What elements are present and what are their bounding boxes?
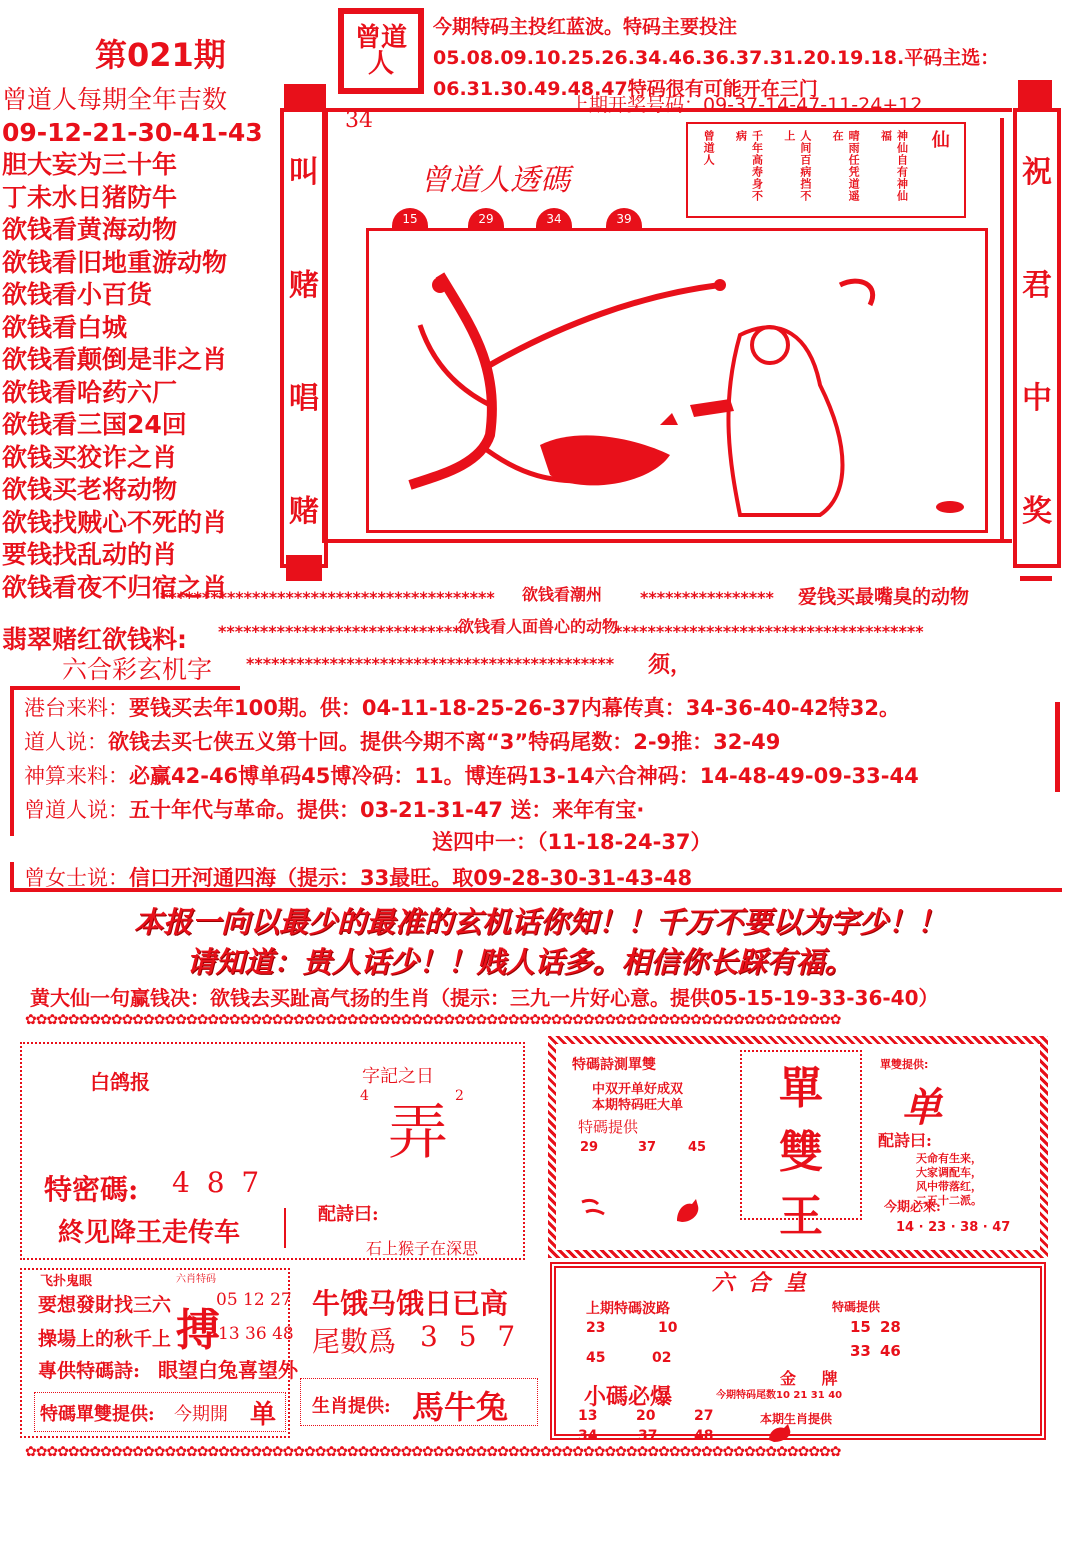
slogan-line-1: 本报一向以最少的最准的玄机话你知！！千万不要以为字少！！ xyxy=(133,905,946,939)
small-num: 37 xyxy=(638,1428,658,1444)
divider xyxy=(322,108,326,543)
poem-col: 人间百病挡不上 xyxy=(782,130,812,202)
secret-code-nums: 4 8 7 xyxy=(172,1166,264,1199)
poem-col: 曾道人 xyxy=(702,130,716,166)
feicui-label: 翡翠赌红欲钱料: xyxy=(2,625,187,654)
scroll-char: 祝 xyxy=(1022,154,1052,190)
number: 37 xyxy=(638,1140,657,1155)
secret-code-poem: 終见降王走传车 xyxy=(58,1218,241,1248)
bo-char: 搏 xyxy=(176,1305,220,1356)
tree-rooster-sage-illustration xyxy=(380,245,980,525)
poem-line: 本期特码旺大单 xyxy=(592,1098,684,1113)
rooster-icon xyxy=(672,1196,702,1226)
word-char: 弄 xyxy=(388,1098,448,1168)
tail-nums: 3 5 7 xyxy=(420,1320,522,1353)
wave-num: 10 xyxy=(658,1320,678,1336)
number-ball: 15 xyxy=(392,208,428,228)
last-wave-label: 上期特碼波路 xyxy=(586,1301,670,1317)
stars-divider: ***************************** xyxy=(218,622,461,641)
gold-label: 金 牌 xyxy=(780,1369,848,1388)
scroll-char: 唱 xyxy=(289,380,319,416)
info-row: 神算来料：必赢42-46博单码45博冷码：11。博连码13-14六合神码：14-48-49-09-33-44 xyxy=(24,764,919,788)
poem-line: 操場上的秋千上 xyxy=(38,1328,172,1350)
today-nums: 14 · 23 · 38 · 47 xyxy=(896,1220,1011,1235)
number: 29 xyxy=(580,1140,599,1155)
info-box xyxy=(10,686,1062,892)
left-line: 欲钱买老将动物 xyxy=(2,475,178,504)
scroll-char: 赌 xyxy=(289,493,319,529)
info-row: 送四中一：（11-18-24-37） xyxy=(432,830,712,854)
big-char: 單 xyxy=(779,1063,823,1114)
special-num: 46 xyxy=(880,1342,901,1360)
poem-line: 中双开单好成双 xyxy=(592,1082,684,1097)
special-poem-label: 專供特碼詩: xyxy=(38,1360,141,1382)
peishi-text: 石上猴子在深思 xyxy=(366,1239,479,1258)
scroll-cap xyxy=(284,84,326,110)
poem-line: 要想發財找三六 xyxy=(38,1294,172,1316)
riddle-hint: 欲钱看潮州 xyxy=(522,585,603,604)
special-num: 15 xyxy=(850,1318,871,1336)
wave-num: 45 xyxy=(586,1350,606,1366)
poem-line: 大家调配车， xyxy=(916,1166,982,1179)
stars-divider: ************************************* xyxy=(614,622,924,641)
stars-divider: **************************************** xyxy=(160,588,495,607)
poem-col: 神仙自有神仙福 xyxy=(879,130,909,202)
left-line: 09-12-21-30-41-43 xyxy=(2,117,263,147)
info-row: 曾女士说：信口开河通四海（提示：33最旺。取09-28-30-31-43-48 xyxy=(24,866,693,890)
divider xyxy=(10,686,240,690)
panel-heading: 飞扑鬼眼 xyxy=(40,1274,93,1289)
big-title-box xyxy=(740,1050,862,1242)
info-row: 道人说：欲钱去买七侠五义第十回。提供今期不离“3”特码尾数：2-9推：32-49 xyxy=(24,730,781,754)
divider xyxy=(10,686,14,836)
panel-heading: 六合皇 xyxy=(712,1271,821,1296)
small-num: 34 xyxy=(578,1428,598,1444)
divider xyxy=(1055,702,1060,792)
divider xyxy=(1020,576,1052,581)
scroll-char: 君 xyxy=(1022,267,1052,303)
dan-pre: 今期開 xyxy=(174,1404,228,1425)
small-label: 小碼必爆 xyxy=(584,1384,673,1410)
wong-tai-sin-tip: 黄大仙一句赢钱决：欲钱去买趾高气扬的生肖（提示：三九一片好心意。提供05-15-19-33-36-40） xyxy=(30,986,939,1010)
stars-divider: **************** xyxy=(640,588,774,607)
scroll-cap xyxy=(286,555,322,581)
big-char: 雙 xyxy=(779,1127,823,1178)
right-label: 單雙提供: xyxy=(880,1058,929,1071)
small-num: 27 xyxy=(694,1408,714,1424)
small-num: 13 xyxy=(578,1408,598,1424)
slogan-line-2: 请知道：贵人话少！！贱人话多。相信你长踩有福。 xyxy=(186,945,854,979)
scroll-right xyxy=(1013,108,1061,568)
left-line: 要钱找乱动的肖 xyxy=(2,540,178,569)
peishi-label: 配詩曰: xyxy=(878,1131,932,1150)
riddle-hint: 欲钱看人面兽心的动物 xyxy=(458,617,619,636)
poem-col: 千年高寿身不病 xyxy=(734,130,764,202)
zodiac-label: 生肖提供: xyxy=(312,1396,391,1417)
special-label: 特碼提供 xyxy=(832,1300,881,1314)
last-draw: 上期开奖号码：09-37-14-47-11-24+12 xyxy=(570,94,923,116)
scroll-char: 赌 xyxy=(289,267,319,303)
provide-label: 特碼提供 xyxy=(578,1118,639,1136)
secret-code-label: 特密碼: xyxy=(44,1173,139,1206)
stars-divider: ******************************************** xyxy=(246,654,615,673)
dan-label: 特碼單雙提供: xyxy=(40,1404,155,1425)
top-note: 今期特码主投红蓝波。特码主要投注05.08.09.10.25.26.34.46.36.37.31.20.19.18.平码主选：06.31.30.49.48.47特码很有可能开在三门 xyxy=(433,16,1000,100)
info-row: 港台来料：要钱买去年100期。供：04-11-18-25-26-37内幕传真：34-36-40-42特32。 xyxy=(24,696,901,720)
number: 45 xyxy=(688,1140,707,1155)
special-num: 28 xyxy=(880,1318,901,1336)
panel-heading: 特碼詩測單雙 xyxy=(572,1057,656,1073)
bo-nums-row1: 05 12 27 xyxy=(216,1290,292,1310)
today-label: 今期必來: xyxy=(884,1200,941,1215)
word-right-num: 2 xyxy=(455,1088,464,1104)
wave-num: 02 xyxy=(652,1350,672,1366)
left-line: 丁未水日猪防牛 xyxy=(2,182,178,212)
small-num: 20 xyxy=(636,1408,656,1424)
scroll-cap xyxy=(1018,80,1052,110)
star-border: ✿✿✿✿✿✿✿✿✿✿✿✿✿✿✿✿✿✿✿✿✿✿✿✿✿✿✿✿✿✿✿✿✿✿✿✿✿✿✿✿✿✿✿✿✿✿✿✿✿✿✿✿✿✿✿✿✿✿✿✿✿✿✿✿✿✿✿✿✿✿✿✿✿✿✿✿ xyxy=(25,1012,841,1028)
wave-num: 23 xyxy=(586,1320,606,1336)
right-char: 单 xyxy=(902,1085,942,1131)
word-title: 字記之日 xyxy=(362,1066,434,1087)
scroll-left xyxy=(280,108,328,568)
left-line: 欲钱看黄海动物 xyxy=(2,215,178,244)
number-ball: 29 xyxy=(468,208,504,228)
left-line: 欲钱看颠倒是非之肖 xyxy=(2,345,228,374)
left-line: 欲钱看旧地重游动物 xyxy=(2,247,228,277)
left-column xyxy=(2,84,277,604)
left-line: 胆大妄为三十年 xyxy=(2,150,178,179)
number-ball: 39 xyxy=(606,208,642,228)
left-line: 欲钱看三国24回 xyxy=(2,410,187,439)
scroll-char: 奖 xyxy=(1022,493,1052,529)
bo-label: 六肖特码 xyxy=(176,1274,216,1285)
divider xyxy=(10,862,14,890)
left-line: 欲钱看哈药六厂 xyxy=(2,377,178,407)
riddle-hint: 爱钱买最嘴臭的动物 xyxy=(798,586,970,608)
bo-nums-row2: 13 36 48 xyxy=(218,1324,294,1344)
peishi-label: 配詩曰: xyxy=(318,1204,379,1225)
rooster-icon xyxy=(766,1424,794,1442)
number-34: 34 xyxy=(345,108,373,133)
scroll-char: 叫 xyxy=(289,154,319,190)
poem-line: 二五十二派。 xyxy=(916,1194,982,1207)
left-line: 曾道人每期全年吉数 xyxy=(2,85,228,114)
dan-value: 单 xyxy=(250,1400,277,1430)
scroll-char: 中 xyxy=(1022,380,1052,416)
panel-heading: 白鸽报 xyxy=(90,1070,150,1094)
left-line: 欲钱看白城 xyxy=(2,312,128,342)
special-num: 33 xyxy=(850,1342,871,1360)
divider xyxy=(284,1208,286,1248)
poem-box xyxy=(686,122,966,218)
zodiac-label: 本期生肖提供 xyxy=(760,1412,833,1426)
poem-col: 仙 xyxy=(928,130,950,149)
zodiac-value: 馬牛兔 xyxy=(412,1388,509,1426)
liuhe-end: 须， xyxy=(648,653,693,678)
small-num: 48 xyxy=(694,1428,714,1444)
small-note: 今期特码尾数10 21 31 40 xyxy=(716,1390,843,1401)
left-line: 欲钱看夜不归宿之肖 xyxy=(2,572,228,602)
word-left-num: 4 xyxy=(360,1088,369,1104)
liuhe-label: 六合彩玄机字 xyxy=(62,655,213,684)
left-line: 欲钱买狡诈之肖 xyxy=(2,442,178,472)
poem-line: 天命有生来， xyxy=(916,1152,982,1165)
tou-ma-title: 曾道人透碼 xyxy=(420,163,570,198)
big-char: 王 xyxy=(779,1191,823,1242)
tail-label: 尾數爲 xyxy=(312,1325,397,1358)
poem-line: 风中带落红， xyxy=(916,1180,982,1193)
seal-logo: 曾道人 xyxy=(338,8,424,94)
divider xyxy=(1000,118,1004,543)
decor-glyph-icon xyxy=(580,1196,610,1220)
info-row: 曾道人说：五十年代与革命。提供：03-21-31-47 送：来年有宝· xyxy=(24,798,645,822)
issue-number: 第021期 xyxy=(95,36,226,74)
proverb: 牛饿马饿日已高 xyxy=(312,1287,509,1320)
star-border: ✿✿✿✿✿✿✿✿✿✿✿✿✿✿✿✿✿✿✿✿✿✿✿✿✿✿✿✿✿✿✿✿✿✿✿✿✿✿✿✿✿✿✿✿✿✿✿✿✿✿✿✿✿✿✿✿✿✿✿✿✿✿✿✿✿✿✿✿✿✿✿✿✿✿✿✿ xyxy=(25,1444,841,1460)
left-line: 欲钱看小百货 xyxy=(2,280,153,309)
number-ball: 34 xyxy=(536,208,572,228)
poem-col: 晴雨任凭道遥在 xyxy=(831,130,861,202)
special-poem: 眼望白兔喜望外 xyxy=(158,1358,298,1382)
left-line: 欲钱找贼心不死的肖 xyxy=(2,507,228,537)
